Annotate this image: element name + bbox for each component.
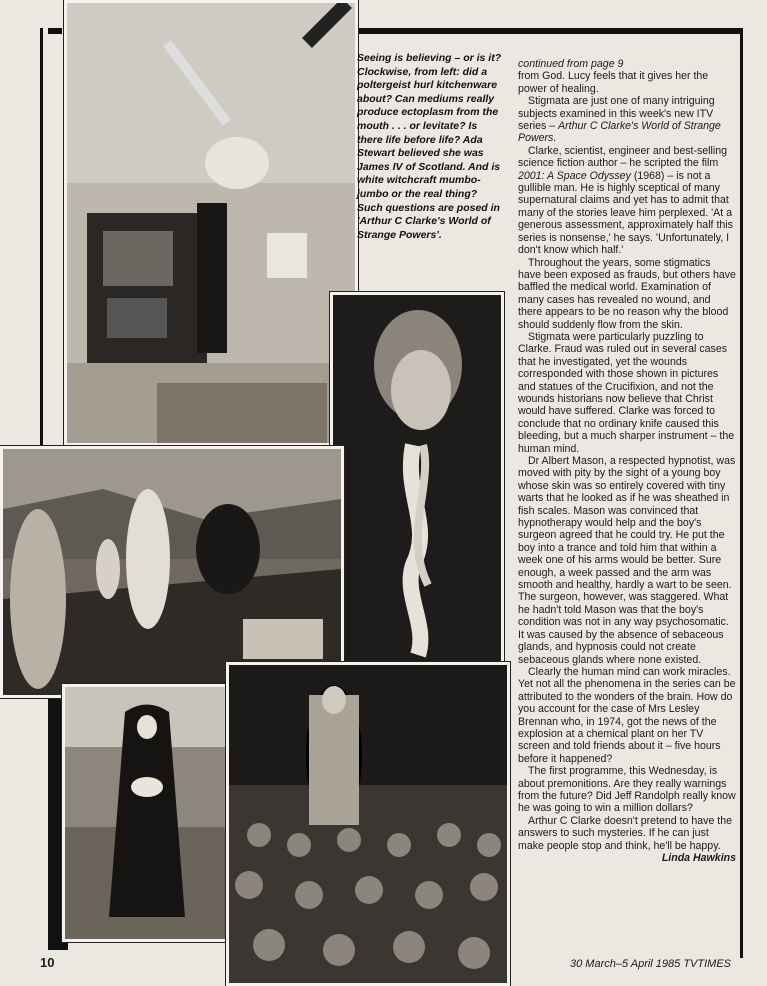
photo-ada-stewart [62, 684, 232, 942]
photo-poltergeist-kitchen [64, 0, 358, 446]
top-rule-left [48, 28, 62, 34]
page-number: 10 [40, 955, 55, 970]
photo-white-witchcraft [0, 446, 344, 698]
top-rule-right [355, 28, 740, 34]
photo-levitation-audience [226, 662, 510, 986]
continued-note: continued from page 9 [518, 58, 624, 70]
issue-info: 30 March–5 April 1985 TVTIMES [570, 958, 731, 970]
article-paragraph: Clarke, scientist, engineer and best-selling science fiction author – he scripted the film 2001: A Space Odyssey (1968) – is not a gullible man. He is highly sceptical of many supernatural claims and yet has to admit that many of the stories leave him perplexed. 'At a generous assessment, approximately half this series is nonsense,' he says. 'Unfortunately, I don't know which half.' [518, 144, 733, 257]
article-paragraph: Dr Albert Mason, a respected hypnotist, was moved with pity by the sight of a young boy whose skin was so entirely covered with tiny warts that he looked as if he was sheathed in fish scales. Mason was convinced that hypnotherapy would help and the boy's surgeon agreed that he could try. He put the boy into a trance and told him that within a week one of his arms would be better. Sure enough, a week passed and the arm was smooth and healthy, hardly a wart to be seen. The surgeon, however, was staggered. What he hadn't told Mason was that the boy's condition was not in any way psychosomatic. It was caused by the absence of sebaceous glands, and hypnosis could not create sebaceous glands where none existed. [518, 455, 736, 666]
frame-rule-right [740, 28, 743, 958]
article-paragraph: Arthur C Clarke doesn't pretend to have the answers to such mysteries. If he can just make people stop and think, he'll be happy. Linda Hawkins [518, 814, 736, 864]
article-paragraph: from God. Lucy feels that it gives her the power of healing. [518, 70, 709, 95]
frame-rule [40, 28, 43, 448]
photo-ectoplasm-medium [330, 292, 504, 666]
article-column [518, 58, 736, 864]
article-paragraph: Clearly the human mind can work miracles. Yet not all the phenomena in the series can be attributed to the wonders of the brain. How do you account for the case of Mrs Lesley Brennan who, in 1974, got the news of the explosion at a chemical plant on her TV screen and told friends about it – five hours before it happened? [518, 665, 736, 765]
article-paragraph: Stigmata are just one of many intriguing subjects examined in this week's new ITV series – Arthur C Clarke's World of Strange Powers. [518, 95, 721, 145]
byline: Linda Hawkins [661, 852, 736, 864]
article-paragraph: Throughout the years, some stigmatics have been exposed as frauds, but others have baffled the medical world. Examination of many cases has revealed no wound, and there appears to be no reason why the blood should suddenly flow from the skin. [518, 256, 736, 331]
article-paragraph: The first programme, this Wednesday, is about premonitions. Are they really warnings from the future? Did Jeff Randolph really know he was going to win a million dollars? [518, 765, 736, 815]
article-paragraph: Stigmata were particularly puzzling to Clarke. Fraud was ruled out in several cases that he investigated, yet the wounds corresponded with those shown in pictures and statues of the Crucifixion, and not the wounds historians now believe that Christ would have suffered. Clarke was forced to conclude that no ordinary knife caused this bleeding, but a much sharper instrument – the human mind. [518, 330, 735, 455]
photo-caption: Seeing is believing – or is it? Clockwise, from left: did a poltergeist hurl kitchenware about? Can mediums really produce ectoplasm from the mouth . . . or levitate? Is there life before life? Ada Stewart believed she was James IV of Scotland. And is white witchcraft mumbo-jumbo or the real thing? Such questions are posed in 'Arthur C Clarke's World of Strange Powers'. [357, 52, 502, 241]
